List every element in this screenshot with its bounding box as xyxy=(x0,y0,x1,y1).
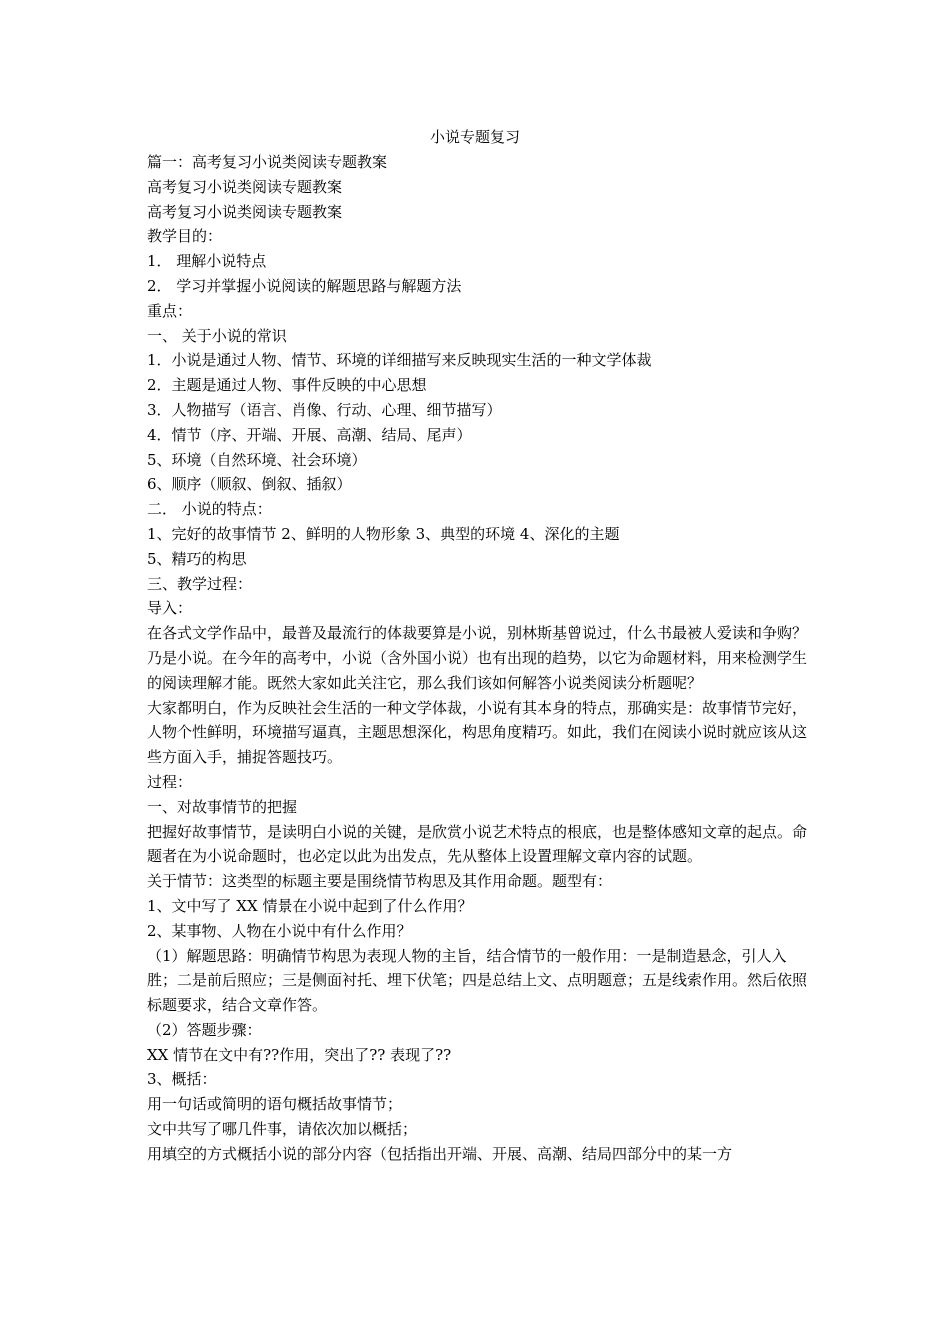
paragraph: 3．人物描写（语言、肖像、行动、心理、细节描写） xyxy=(147,400,502,419)
document-title: 小说专题复习 xyxy=(429,128,520,146)
paragraph: 6、顺序（顺叙、倒叙、插叙） xyxy=(147,475,352,494)
paragraph: 1．小说是通过人物、情节、环境的详细描写来反映现实生活的一种文学体裁 xyxy=(147,351,652,370)
paragraph: 4．情节（序、开端、开展、高潮、结局、尾声） xyxy=(147,425,472,444)
paragraph: 1、文中写了 XX 情景在小说中起到了什么作用？ xyxy=(147,896,473,915)
paragraph: 三、教学过程： xyxy=(147,574,253,593)
paragraph: （2）答题步骤： xyxy=(147,1020,262,1039)
paragraph: 2．主题是通过人物、事件反映的中心思想 xyxy=(147,376,427,395)
paragraph: 二． 小说的特点： xyxy=(147,500,272,519)
paragraph: 用填空的方式概括小说的部分内容（包括指出开端、开展、高潮、结局四部分中的某一方 xyxy=(147,1144,733,1163)
paragraph: 一、对故事情节的把握 xyxy=(147,797,298,816)
paragraph: 把握好故事情节，是读明白小说的关键，是欣赏小说艺术特点的根底，也是整体感知文章的起点。命题者在为小说命题时，也必定以此为出发点，先从整体上设置理解文章内容的试题。 xyxy=(147,822,808,866)
paragraph: 大家都明白，作为反映社会生活的一种文学体裁，小说有其本身的特点，那确实是：故事情节完好，人物个性鲜明，环境描写逼真，主题思想深化，构思角度精巧。如此，我们在阅读小说时就应该从这些方面入手，捕捉答题技巧。 xyxy=(147,698,808,767)
paragraph: 导入： xyxy=(147,599,193,618)
paragraph: 过程： xyxy=(147,772,193,791)
paragraph: 篇一：高考复习小说类阅读专题教案 xyxy=(147,153,388,171)
paragraph: （1）解题思路：明确情节构思为表现人物的主旨，结合情节的一般作用：一是制造悬念，引人入胜；二是前后照应；三是侧面衬托、埋下伏笔；四是总结上文、点明题意；五是线索作用。然后依照标题要求，结合文章作答。 xyxy=(147,946,808,1015)
paragraph: 5、环境（自然环境、社会环境） xyxy=(147,450,367,469)
document-body xyxy=(147,150,812,1167)
paragraph: 在各式文学作品中，最普及最流行的体裁要算是小说，别林斯基曾说过，什么书最被人爱读和争购？乃是小说。在今年的高考中，小说（含外国小说）也有出现的趋势，以它为命题材料，用来检测学生的阅读理解才能。既然大家如此关注它，那么我们该如何解答小说类阅读分析题呢？ xyxy=(147,624,808,692)
paragraph: 2、某事物、人物在小说中有什么作用？ xyxy=(147,921,412,940)
paragraph: 文中共写了哪几件事，请依次加以概括； xyxy=(147,1120,418,1139)
paragraph: 高考复习小说类阅读专题教案 xyxy=(147,177,343,196)
paragraph: 5、精巧的构思 xyxy=(147,549,247,568)
paragraph: 1． 理解小说特点 xyxy=(147,252,267,271)
paragraph: 教学目的： xyxy=(147,227,223,246)
paragraph: 关于情节：这类型的标题主要是围绕情节构思及其作用命题。题型有： xyxy=(147,872,613,891)
paragraph: 高考复习小说类阅读专题教案 xyxy=(147,202,343,221)
paragraph: 一、 关于小说的常识 xyxy=(147,326,287,345)
paragraph: 3、概括： xyxy=(147,1070,217,1089)
paragraph: 重点： xyxy=(147,301,193,320)
paragraph: 1、完好的故事情节 2、鲜明的人物形象 3、典型的环境 4、深化的主题 xyxy=(147,524,620,543)
paragraph: XX 情节在文中有??作用，突出了?? 表现了?? xyxy=(147,1045,452,1064)
paragraph: 用一句话或简明的语句概括故事情节； xyxy=(147,1095,403,1114)
paragraph: 2． 学习并掌握小说阅读的解题思路与解题方法 xyxy=(147,276,462,295)
